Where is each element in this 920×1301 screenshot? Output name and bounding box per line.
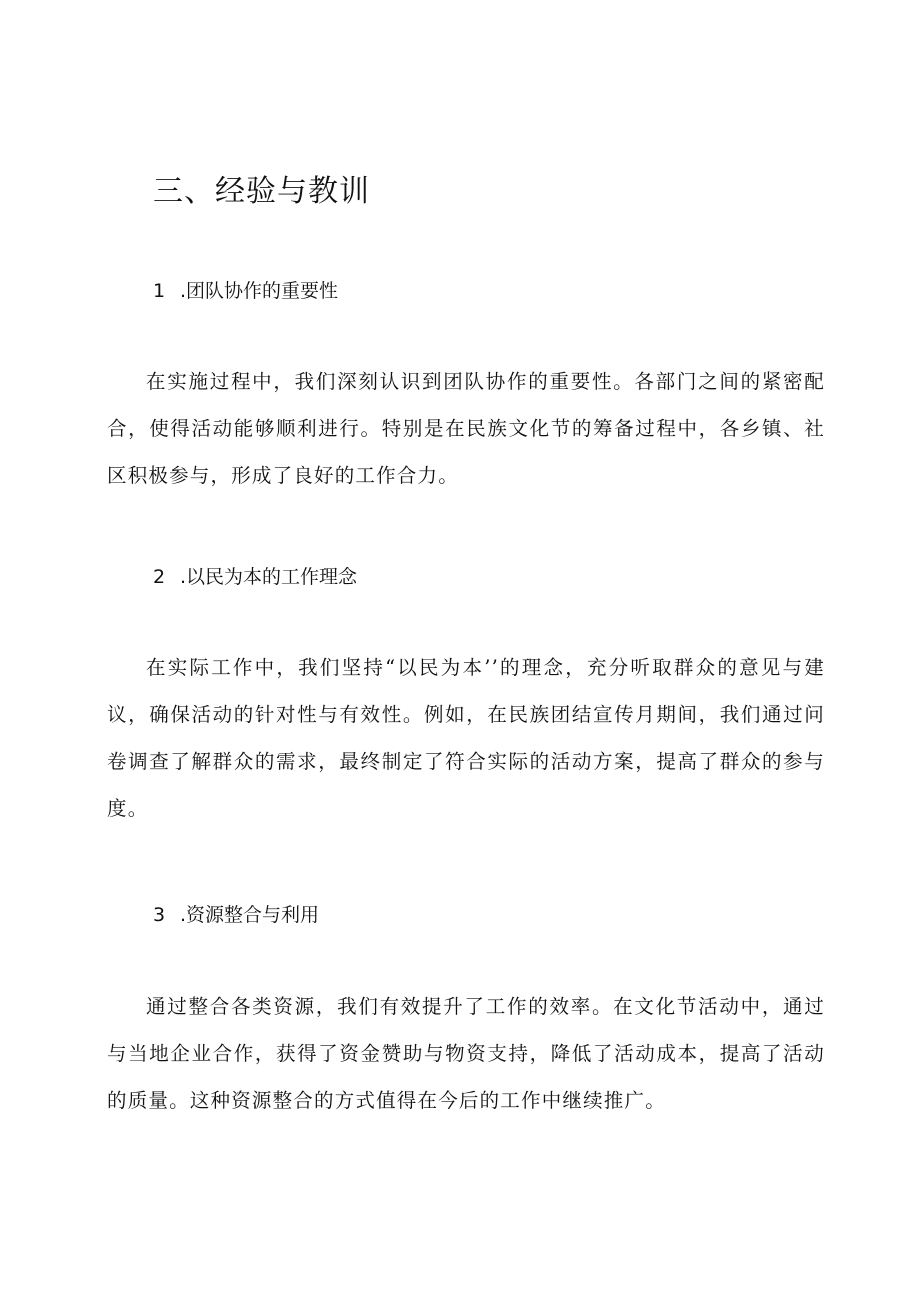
item-heading-3 xyxy=(153,900,319,930)
item-heading-1 xyxy=(153,276,338,306)
section-heading: 三、经验与教训 xyxy=(153,174,370,209)
item-number-2: 2 xyxy=(153,566,166,588)
item-title-2: .以民为本的工作理念 xyxy=(180,566,358,588)
item-body-1: 在实施过程中，我们深刻认识到团队协作的重要性。各部门之间的紧密配合，使得活动能够顺利进行。特别是在民族文化节的筹备过程中，各乡镇、社区积极参与，形成了良好的工作合力。 xyxy=(107,370,825,487)
item-title-3: .资源整合与利用 xyxy=(180,904,320,926)
item-number-3: 3 xyxy=(153,904,166,926)
item-heading-2 xyxy=(153,562,357,592)
item-body-2: 在实际工作中，我们坚持“以民为本’’的理念，充分听取群众的意见与建议，确保活动的针对性与有效性。例如，在民族团结宣传月期间，我们通过问卷调查了解群众的需求，最终制定了符合实际的活动方案，提高了群众的参与度。 xyxy=(107,656,825,820)
item-title-1: .团队协作的重要性 xyxy=(180,280,339,302)
item-number-1: 1 xyxy=(153,280,166,302)
item-body-3: 通过整合各类资源，我们有效提升了工作的效率。在文化节活动中，通过与当地企业合作，获得了资金赞助与物资支持，降低了活动成本，提高了活动的质量。这种资源整合的方式值得在今后的工作中继续推广。 xyxy=(107,995,825,1112)
